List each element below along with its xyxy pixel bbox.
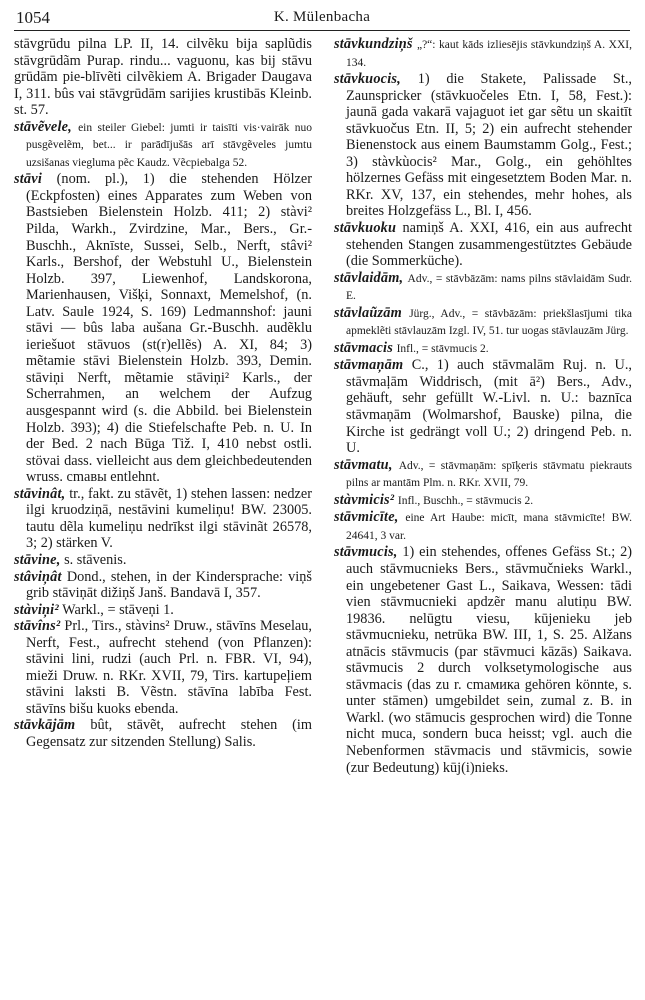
- dictionary-entry: [334, 457, 632, 492]
- headword: stàvmicis²: [334, 491, 395, 508]
- headword: stāvmicīte,: [334, 509, 399, 526]
- headword: stāvlaũzām: [334, 304, 402, 321]
- headword: stāvkuocis,: [334, 71, 401, 88]
- entry-text: (nom. pl.), 1) die stehenden Hölzer (Eckpfosten) eines Apparates zum Weben von Bastsieben Bielenstein Holzb. 411; 2) stàvi² Pilda, Warkh., Zvirdzine, Mar., Bers., Gr.-Buschh., Aknīste, Sussei, Selb., Nerft, stâvi² Karls., Bershof, der Webstuhl U., Bielenstein Holzb. 397, Liewenhof, Landskorona, Marienhausen, Višķi, Sonnaxt, Memelshof, (n. Latv. Saule 1924, S. 169) Ledmannshof: jauni stāvi — bûs laba aušana Gr.-Buschh. audẽklu ieriešuot stāvuos (st(r)ellẽs) A. XI, 84; 3) mẽtamie stāvi Bielenstein Holzb. 393, Demin. stāviņi Nerft, mẽtamie stāviņi² Karls., der Scherrahmen, an welchem der Aufzug ausgespannt wird (s. die Abbild. bei Bielenstein Holzb. 393); 4) die Stiefelschafte Peb. n. U. In der Bed. 2 nach Būga Tiž. I, 410 nebst ostli. stövai dass. vielleicht aus dem gleichbedeutenden wruss. cmaвы entlehnt.: [26, 171, 313, 486]
- headword: stāvkuoku: [334, 220, 397, 237]
- header-rule: [14, 30, 630, 31]
- headword: stāvkundziņš: [334, 36, 413, 52]
- headword: stāvmatu,: [334, 456, 393, 473]
- entry-text: eine Art Haube: micīt, mana stāvmicīte! BW. 24641, 3 var.: [346, 512, 632, 542]
- headword: stāvmucis,: [334, 544, 398, 561]
- headword: stâviņât: [14, 568, 62, 585]
- dictionary-entry: [334, 357, 632, 456]
- headword: stāvîns²: [14, 618, 61, 635]
- headword: stāvine,: [14, 551, 61, 568]
- entry-text: C., 1) auch stāvmalām Ruj. n. U., stāvmaļām Widdrisch, (mit ā²) Bers., Adv., gehäuft, sehr gefüllt W.-Livl. n. U.: baznīca stāvmaņām (Wolmarshof, Bauske) pilna, die Kirche ist gedrängt voll U.; 2) dringend Peb. n. U.: [346, 357, 632, 457]
- entry-text: tr., fakt. zu stāvẽt, 1) stehen lassen: nedzer ilgi kruodziņā, nestāvini kumeliņu! BW. 23005. tautu dẽla kumeliņu nedrīkst ilgi stāvinãt 26578, 3; 2) stärken V.: [26, 485, 312, 552]
- entry-text: Adv., = stāvmaņām: spīķeris stāvmatu piekrauts pilns ar mantām Plm. n. RKr. XVII, 79.: [346, 459, 633, 490]
- dictionary-entry: [14, 552, 312, 569]
- dictionary-entry: [14, 602, 312, 619]
- dictionary-entry: [334, 340, 632, 358]
- dictionary-entry: [14, 569, 312, 602]
- page-header: [14, 6, 630, 28]
- dictionary-entry: [14, 119, 312, 172]
- headword: stàviņi²: [14, 601, 59, 618]
- dictionary-entry: [14, 717, 312, 750]
- entry-text: 1) ein stehendes, offenes Gefäss St.; 2) auch stāvmucnieks Bers., stāvmučnieks Warkl., ein ungebetener Gast L., Saikava, Wessen: tādi vien stāvmucnieki apdzẽr manu alutiņu BW. 19836. nelūgtu viesu, kūjenieku jeb stāvmucnieku, netrūka BW. III, 1, S. 25. Alžans atnācis stāvmucis (par stāvmuci kāzās) Saikava. stāvmucis 2 durch volksetymologische aus stāvmacis (das zu r. cmaмика gehören könnte, s. unter stāmen) umgebildet sein, zumal z. B. in Warkl. (wo stāmucis gesprochen wird) die Tonne nicht muca, sondern buca heisst; vgl. auch die Nebenformen stāvmacis und stāvmicis, sowie (zur Bedeutung) kūj(i)nieks.: [346, 544, 633, 776]
- entry-text: Jürg., Adv., = stāvbāzām: priekšlasījumi tika apmeklẽti stāvlauzām Izgl. IV, 51. tur uogas stāvlauzām Jürg.: [346, 307, 633, 338]
- entry-text: Infl., Buschh., = stāvmucis 2.: [397, 494, 534, 507]
- entry-text: stāvgrūdu pilna LP. II, 14. cilvẽku bija saplũdis stāvgrūdãm Purap. rindu... vaguonu, kas bij stāvu grūdām pie-blīvẽti cilvẽkiem A. Brigader Daugava I, 311. bûs vai stāvgrūdām sarijies krustibās Kleinb. st. 57.: [14, 36, 312, 119]
- entry-text: ein steiler Giebel: jumti ir taisīti vis·vairāk nuo pusgẽvelẽm, bet... ir parādījušās arī stāvgẽveles jumtu uzsišanas viegluma pẽc Kaudz. Vẽcpiebalga 52.: [26, 121, 312, 169]
- running-head: K. Mülenbacha: [273, 9, 371, 25]
- entry-text: Prl., Tirs., stàvins² Druw., stāvīns Meselau, Nerft, Fest., aufrecht stehend (von Pflanzen): stāvini lini, rudzi (auch Prl. n. FBR. VI, 94), mieži Druw. n. RKr. XVII, 79, Tirs. kartupeļiem stāvini laksti B. Vẽstn. stāvīna labība Fest. stāvīns bišu kuoks ebenda.: [26, 618, 313, 717]
- headword: stāvkājām: [14, 717, 76, 734]
- page-number: 1054: [16, 8, 50, 27]
- entry-text: Adv., = stāvbāzām: nams pilns stāvlaidām Sudr. E.: [346, 272, 632, 303]
- dictionary-entry: [334, 220, 632, 270]
- dictionary-entry: [334, 544, 632, 776]
- dictionary-entry: [334, 36, 632, 71]
- dictionary-entry: [334, 492, 632, 510]
- dictionary-entry: [14, 486, 312, 552]
- headword: stāvmacis: [334, 339, 393, 356]
- entry-text: namiņš A. XXI, 416, ein aus aufrecht stehenden Stangen zusammengestütztes Gebäude (die Sommerküche).: [346, 220, 632, 270]
- entry-text: bût, stāvẽt, aufrecht stehen (im Gegensatz zur sitzenden Stellung) Salis.: [26, 717, 312, 750]
- headword: stāvẽvele,: [14, 118, 72, 135]
- dictionary-entry: [334, 71, 632, 220]
- left-column: [14, 36, 312, 751]
- dictionary-entry: [14, 36, 312, 119]
- dictionary-entry: [14, 171, 312, 485]
- headword: stāvlaidām,: [334, 269, 404, 286]
- dictionary-entry: [334, 270, 632, 305]
- headword: stāvinât,: [14, 485, 66, 502]
- entry-text: s. stāvenis.: [64, 551, 127, 568]
- dictionary-entry: [14, 618, 312, 717]
- dictionary-entry: [334, 509, 632, 544]
- entry-text: 1) die Stakete, Palissade St., Zaunspricker (stāvkuočeles Etn. I, 58, Fest.): jaunā gada vakarā vajaguot iet gar sẽtu un skaitīt stāvkuočus Etn. II, 5; 2) ein aufrecht stehender Bienenstock aus einem Baumstamm Golg., Fest.; 3) stàvkùocis² Mar., Golg., ein gehöhltes hölzernes Gefäss mit eingesetztem Boden Mar. n. RKr. XV, 137, ein stehendes, mehr hohes, als breites Holzgefäss L., Bl. I, 456.: [346, 71, 632, 220]
- entry-text: „?“: kaut kāds izliesējis stāvkundziņš A. XXI, 134.: [346, 39, 632, 69]
- headword: stāvi: [14, 171, 43, 188]
- entry-text: Warkl., = stāveņi 1.: [62, 601, 174, 618]
- headword: stāvmaņām: [334, 357, 404, 374]
- entry-text: Infl., = stāvmucis 2.: [396, 342, 489, 355]
- right-column: [334, 36, 632, 776]
- dictionary-entry: [334, 305, 632, 340]
- entry-text: Dond., stehen, in der Kindersprache: viņš grib stāviņāt dižiņš Janš. Bandavā I, 357.: [26, 568, 312, 602]
